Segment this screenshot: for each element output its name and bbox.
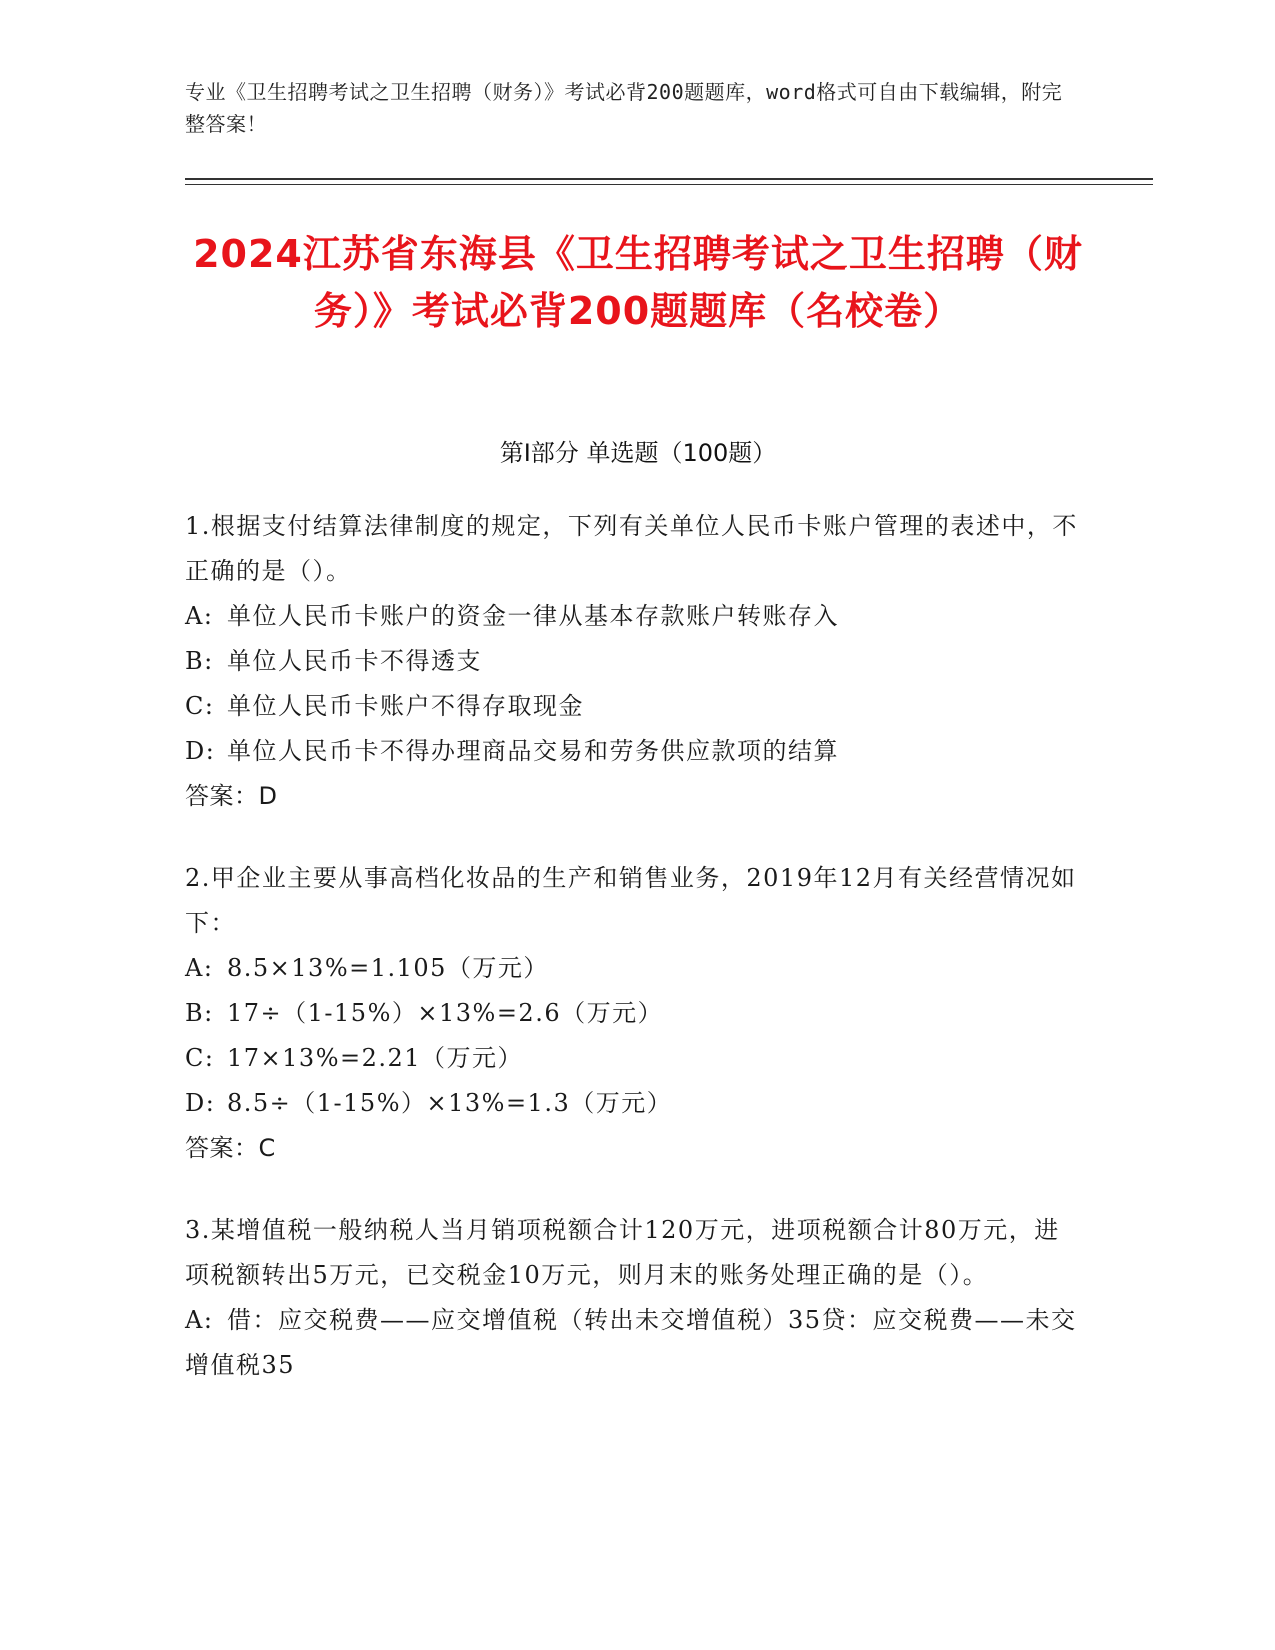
option-b bbox=[185, 639, 1085, 684]
question-2 bbox=[185, 856, 1085, 1171]
option-b bbox=[185, 991, 1085, 1036]
option-key: A: bbox=[185, 954, 214, 982]
option-a bbox=[185, 946, 1085, 991]
answer-line: 答案：D bbox=[185, 782, 278, 810]
option-key: B: bbox=[185, 999, 214, 1027]
header-divider-thick bbox=[185, 178, 1153, 180]
section-heading: 第Ⅰ部分 单选题（100题） bbox=[499, 439, 777, 467]
document-title: 2024江苏省东海县《卫生招聘考试之卫生招聘（财务）》考试必背200题题库（名校卷） bbox=[193, 232, 1083, 333]
option-key: D: bbox=[185, 737, 216, 765]
question-stem: 1.根据支付结算法律制度的规定，下列有关单位人民币卡账户管理的表述中，不正确的是（）。 bbox=[185, 512, 1078, 585]
question-stem: 2.甲企业主要从事高档化妆品的生产和销售业务，2019年12月有关经营情况如下： bbox=[185, 864, 1077, 937]
header-divider-thin bbox=[185, 184, 1153, 185]
option-c bbox=[185, 1036, 1085, 1081]
option-text: 单位人民币卡不得办理商品交易和劳务供应款项的结算 bbox=[227, 737, 839, 765]
option-text: 借：应交税费——应交增值税（转出未交增值税）35贷：应交税费——未交增值税35 bbox=[185, 1306, 1077, 1379]
option-key: C: bbox=[185, 1044, 215, 1072]
option-text: 单位人民币卡账户不得存取现金 bbox=[227, 692, 584, 720]
option-key: A: bbox=[185, 1306, 214, 1334]
question-3 bbox=[185, 1208, 1085, 1388]
option-text: 单位人民币卡不得透支 bbox=[227, 647, 482, 675]
option-a bbox=[185, 1298, 1085, 1388]
option-d bbox=[185, 1081, 1085, 1126]
option-text: 单位人民币卡账户的资金一律从基本存款账户转账存入 bbox=[227, 602, 839, 630]
option-text: 8.5÷（1-15%）×13%=1.3（万元） bbox=[227, 1089, 673, 1117]
option-text: 17×13%=2.21（万元） bbox=[227, 1044, 524, 1072]
option-key: D: bbox=[185, 1089, 216, 1117]
header-note: 专业《卫生招聘考试之卫生招聘（财务）》考试必背200题题库，word格式可自由下载编辑，附完整答案！ bbox=[185, 80, 1063, 136]
option-key: B: bbox=[185, 647, 214, 675]
option-key: A: bbox=[185, 602, 214, 630]
option-a bbox=[185, 594, 1085, 639]
option-key: C: bbox=[185, 692, 215, 720]
option-text: 8.5×13%=1.105（万元） bbox=[227, 954, 549, 982]
option-text: 17÷（1-15%）×13%=2.6（万元） bbox=[227, 999, 664, 1027]
question-1 bbox=[185, 504, 1085, 819]
option-c bbox=[185, 684, 1085, 729]
question-stem: 3.某增值税一般纳税人当月销项税额合计120万元，进项税额合计80万元，进项税额转出5万元，已交税金10万元，则月末的账务处理正确的是（）。 bbox=[185, 1216, 1060, 1289]
option-d bbox=[185, 729, 1085, 774]
answer-line: 答案：C bbox=[185, 1134, 276, 1162]
